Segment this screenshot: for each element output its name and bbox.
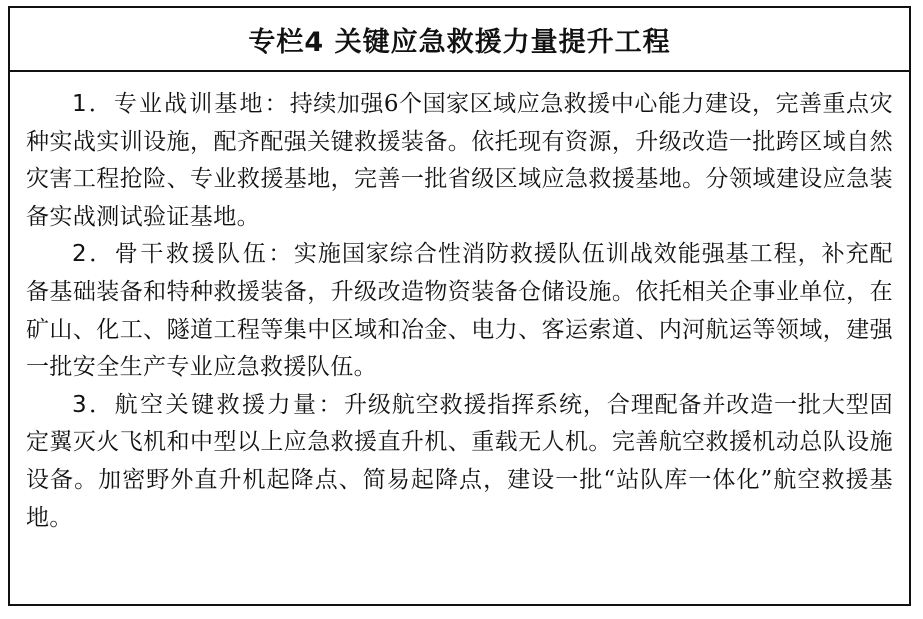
item-body-1: 持续加强6个国家区域应急救援中心能力建设，完善重点灾种实战实训设施，配齐配强关键救援装备。依托现有资源，升级改造一批跨区域自然灾害工程抢险、专业救援基地，完善一批省级区域应急救援基地。分领域建设应急装备实战测试验证基地。	[26, 91, 893, 230]
column-content	[10, 72, 909, 537]
title-bar	[10, 8, 909, 72]
column-box	[8, 6, 911, 606]
item-heading-3: 3．航空关键救援力量：	[72, 391, 345, 418]
item-heading-1: 1．专业战训基地：	[72, 91, 290, 117]
item-paragraph-1	[26, 86, 893, 236]
item-body-2: 实施国家综合性消防救援队伍训战效能强基工程，补充配备基础装备和特种救援装备，升级改造物资装备仓储设施。依托相关企事业单位，在矿山、化工、隧道工程等集中区域和冶金、电力、客运索道、内河航运等领域，建强一批安全生产专业应急救援队伍。	[26, 241, 894, 381]
column-title: 专栏4 关键应急救援力量提升工程	[248, 26, 671, 58]
item-paragraph-3	[26, 387, 893, 537]
item-body-3: 升级航空救援指挥系统，合理配备并改造一批大型固定翼灭火飞机和中型以上应急救援直升机、重载无人机。完善航空救援机动总队设施设备。加密野外直升机起降点、简易起降点，建设一批“站队库一体化”航空救援基地。	[26, 391, 894, 531]
item-paragraph-2	[26, 236, 893, 386]
item-heading-2: 2．骨干救援队伍：	[72, 241, 294, 268]
